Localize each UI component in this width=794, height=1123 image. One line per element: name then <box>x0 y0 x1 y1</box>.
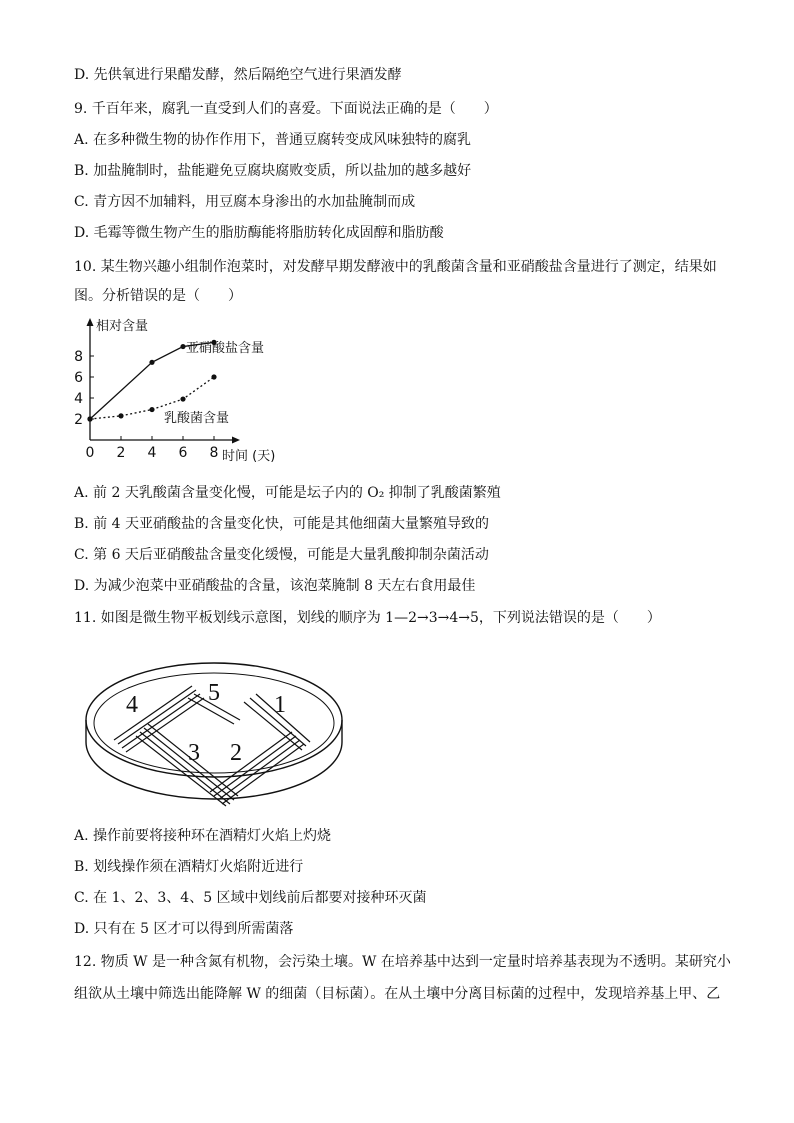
series-0-point <box>180 344 185 349</box>
q11-stem: 11. 如图是微生物平板划线示意图，划线的顺序为 1—2→3→4→5，下列说法错误的是（ ） <box>74 610 661 626</box>
q12-stem-line2: 组欲从土壤中筛选出能降解 W 的细菌（目标菌）。在从土壤中分离目标菌的过程中，发现培养基上甲、乙 <box>74 986 721 1002</box>
q11-option-d: D. 只有在 5 区才可以得到所需菌落 <box>74 921 294 937</box>
q9-option-a: A. 在多种微生物的协作作用下，普通豆腐转变成风味独特的腐乳 <box>74 132 472 148</box>
zone-label-5: 5 <box>208 680 220 706</box>
q9-stem: 9. 千百年来，腐乳一直受到人们的喜爱。下面说法正确的是（ ） <box>74 101 498 117</box>
q12-stem-line1: 12. 物质 W 是一种含氮有机物，会污染土壤。W 在培养基中达到一定量时培养基表现为不透明。某研究小 <box>74 954 731 970</box>
q9-option-b: B. 加盐腌制时，盐能避免豆腐块腐败变质，所以盐加的越多越好 <box>74 163 472 179</box>
series-label-nitrite: 亚硝酸盐含量 <box>186 341 265 356</box>
zone-label-3: 3 <box>188 740 200 766</box>
y-tick-label: 6 <box>74 370 83 386</box>
q8-option-d: D. 先供氧进行果醋发酵，然后隔绝空气进行果酒发酵 <box>74 67 402 83</box>
zone-label-1: 1 <box>274 692 286 718</box>
q10-stem-line1: 10. 某生物兴趣小组制作泡菜时，对发酵早期发酵液中的乳酸菌含量和亚硝酸盐含量进行了测定，结果如 <box>74 259 717 275</box>
q10-option-b: B. 前 4 天亚硝酸盐的含量变化快，可能是其他细菌大量繁殖导致的 <box>74 516 489 532</box>
series-1-point <box>211 374 216 379</box>
fermentation-line-chart <box>60 314 280 466</box>
x-axis-arrow <box>232 437 240 444</box>
x-tick-label: 6 <box>178 445 188 461</box>
q10-option-a: A. 前 2 天乳酸菌含量变化慢，可能是坛子内的 O₂ 抑制了乳酸菌繁殖 <box>74 485 501 501</box>
q11-option-a: A. 操作前要将接种环在酒精灯火焰上灼烧 <box>74 828 332 844</box>
q10-stem-line2: 图。分析错误的是（ ） <box>74 288 242 304</box>
series-1-point <box>180 396 185 401</box>
petri-dish-streak-figure <box>84 660 354 810</box>
y-tick-label: 4 <box>74 391 83 407</box>
series-1-point <box>118 413 123 418</box>
series-label-lactobacillus: 乳酸菌含量 <box>164 411 230 426</box>
dish-base-wall <box>86 720 342 799</box>
x-tick-label: 4 <box>147 445 157 461</box>
q11-option-c: C. 在 1、2、3、4、5 区域中划线前后都要对接种环灭菌 <box>74 890 427 906</box>
zone-label-2: 2 <box>230 740 242 766</box>
series-1-point <box>149 407 154 412</box>
q10-option-c: C. 第 6 天后亚硝酸盐含量变化缓慢，可能是大量乳酸抑制杂菌活动 <box>74 547 489 563</box>
q10-option-d: D. 为减少泡菜中亚硝酸盐的含量，该泡菜腌制 8 天左右食用最佳 <box>74 578 476 594</box>
y-tick-label: 2 <box>74 412 83 428</box>
y-axis-arrow <box>87 318 94 326</box>
q11-option-b: B. 划线操作须在酒精灯火焰附近进行 <box>74 859 304 875</box>
streak-zone-2-lines <box>210 732 304 804</box>
zone-label-4: 4 <box>126 692 138 718</box>
q9-option-d: D. 毛霉等微生物产生的脂肪酶能将脂肪转化成固醇和脂肪酸 <box>74 225 444 241</box>
streak-zone-3-lines <box>136 724 238 806</box>
series-0-point <box>149 360 154 365</box>
x-tick-label: 2 <box>116 445 126 461</box>
x-axis-label: 时间 (天) <box>222 449 276 464</box>
x-tick-label: 8 <box>209 445 219 461</box>
y-axis-label: 相对含量 <box>96 319 149 334</box>
series-1-point <box>87 416 92 421</box>
q9-option-c: C. 青方因不加辅料，用豆腐本身渗出的水加盐腌制而成 <box>74 194 416 210</box>
y-tick-label: 8 <box>74 349 83 365</box>
x-tick-label: 0 <box>85 445 95 461</box>
